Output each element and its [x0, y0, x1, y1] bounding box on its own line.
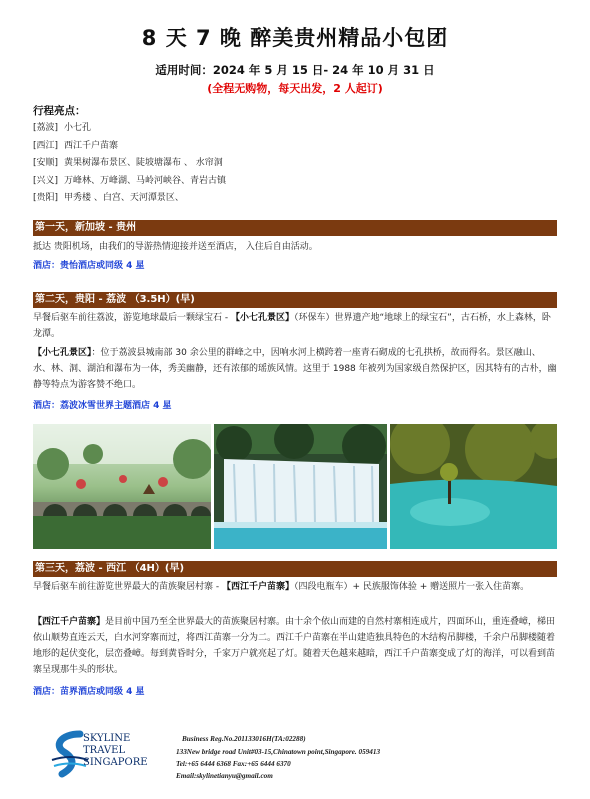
photo-waterfall	[214, 424, 387, 549]
company-line: SINGAPORE	[83, 757, 148, 768]
day3-paragraph-2	[33, 614, 557, 678]
day2-p1-intro: 早餐后驱车前往荔波，游览地球最后一颗绿宝石 -	[33, 313, 231, 323]
photo-turquoise-lake	[390, 424, 557, 549]
highlights-list	[33, 120, 226, 208]
company-phone: Tel:+65 6444 6368 Fax:+65 6444 6370	[176, 760, 291, 768]
tagline: (全程无购物，每天出发，2 人起订)	[207, 82, 383, 95]
company-email: Email:skylinetianyu@gmail.com	[176, 772, 273, 780]
highlight-value: 黄果树瀑布景区、陡坡塘瀑布 、 水帘洞	[64, 158, 223, 168]
company-line: SKYLINE	[83, 733, 131, 744]
highlight-key: [兴义]	[33, 175, 59, 186]
highlight-value: 西江千户苗寨	[64, 140, 119, 151]
highlight-key: [荔波]	[33, 123, 59, 133]
day3-hotel: 酒店：苗界酒店或同级 4 星	[33, 687, 145, 697]
doc-title: 8 天 7 晚 醉美贵州精品小包团	[141, 26, 449, 50]
day2-paragraph-2	[33, 345, 557, 393]
day2-header: 第二天，贵阳 - 荔波 （3.5H）(早)	[33, 292, 557, 308]
business-reg: Business Reg.No.201133016H(TA:02288)	[182, 735, 306, 743]
day3-header: 第三天，荔波 - 西江 （4H）(早)	[33, 561, 557, 577]
day2-hotel: 酒店：荔波冰雪世界主题酒店 4 星	[33, 401, 172, 411]
day2-p2-highlight: 【小七孔景区】	[33, 348, 92, 358]
company-name	[83, 733, 148, 769]
highlight-value: 小七孔	[64, 123, 92, 133]
highlight-key: [贵阳]	[33, 193, 59, 203]
day1-header: 第一天，新加坡 - 贵州	[33, 220, 557, 236]
highlight-value: 万峰林、万峰湖、马岭河峡谷、青岩古镇	[64, 175, 227, 186]
company-address: 133New bridge road Unit#03-15,Chinatown point,Singapore. 059413	[176, 748, 381, 756]
day3-p2-highlight: 【西江千户苗寨】	[33, 617, 106, 627]
day2-p1-highlight: 【小七孔景区】	[230, 313, 294, 323]
day1-text: 抵达 贵阳机场，由我们的导游热情迎接并送至酒店， 入住后自由活动。	[33, 242, 318, 252]
highlight-item	[33, 120, 226, 138]
highlight-item	[33, 173, 226, 191]
highlight-key: [安顺]	[33, 158, 59, 168]
highlights-title: 行程亮点：	[33, 105, 86, 117]
highlight-value: 甲秀楼 、白宫、天河潭景区、	[64, 193, 184, 203]
highlight-item	[33, 138, 226, 156]
day3-p1-rest: （四段电瓶车）+ 民族服饰体验 + 赠送照片一张入住苗寨。	[294, 582, 530, 592]
day1-hotel: 酒店：贵怡酒店或同级 4 星	[33, 261, 145, 271]
highlight-item	[33, 190, 226, 208]
highlight-key: [西江]	[33, 140, 59, 151]
day3-paragraph-1	[33, 579, 557, 595]
photo-stone-bridge	[33, 424, 211, 549]
day2-p1-rest: （环保车）世界遗产地“地球上的绿宝石”，古石桥，水上森林，卧龙潭。	[33, 313, 551, 339]
valid-dates: 适用时间：2024 年 5 月 15 日- 24 年 10 月 31 日	[155, 63, 435, 77]
day2-paragraph-1	[33, 310, 557, 342]
day3-p1-highlight: 【西江千户苗寨】	[221, 582, 294, 592]
day3-p1-intro: 早餐后驱车前往游览世界最大的苗族聚居村寨 -	[33, 582, 222, 592]
day3-p2-body: 是目前中国乃至全世界最大的苗族聚居村寨。由十余个依山而建的自然村寨相连成片，四面环山，重连叠嶂，梯田依山顺势直连云天，白水河穿寨而过，将西江苗寨一分为二。西江千户苗寨在半山建造独具特色的木结构吊脚楼，千余户吊脚楼随着地形的起伏变化，层峦叠嶂。每到黄昏时分，千家万户就亮起了灯。随着天色越来越暗，西江千户苗寨变成了灯的海洋，可以看到苗寨呈现那牛头的形状。	[33, 617, 556, 675]
highlight-item	[33, 155, 226, 173]
company-line: TRAVEL	[83, 745, 126, 756]
day2-p2-body: ：位于荔波县城南部 30 余公里的群峰之中，因响水河上横跨着一座青石砌成的七孔拱桥，故而得名。景区融山、水、林、洞、湖泊和瀑布为一体，秀美幽静，还有浓郁的瑶族风情。这里于 1988 年被列为国家级自然保护区，因其特有的古朴，幽静等特点为游客赞不绝口。	[33, 348, 557, 390]
